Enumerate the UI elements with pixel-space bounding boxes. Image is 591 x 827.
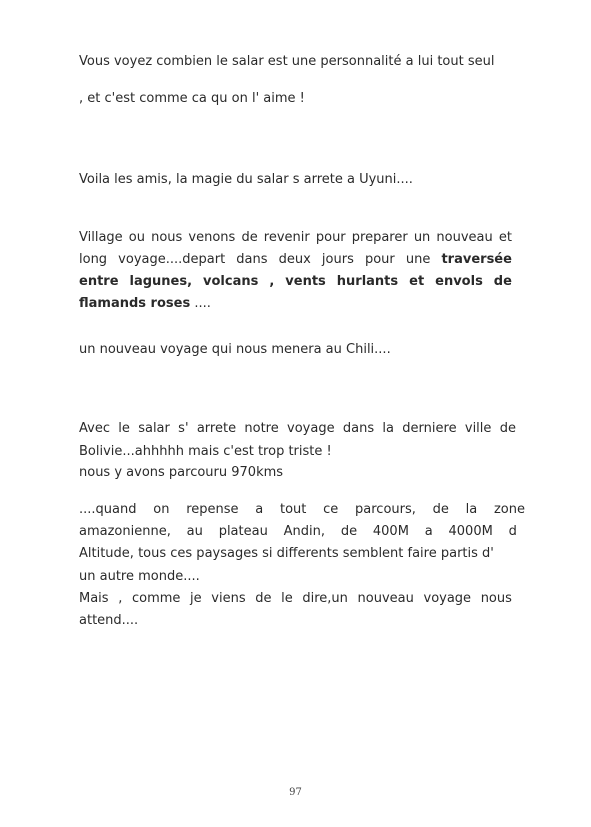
word: comme xyxy=(131,591,181,606)
word: revenir xyxy=(263,230,310,245)
word: le xyxy=(281,591,293,606)
word: Mais xyxy=(79,591,109,606)
text-line xyxy=(79,501,525,518)
word: la xyxy=(382,421,394,436)
word: nous xyxy=(151,230,183,245)
word: envols xyxy=(435,274,483,289)
word: voyage....depart xyxy=(118,252,226,267)
word: vents xyxy=(285,274,326,289)
word: plateau xyxy=(218,524,268,539)
word: jours xyxy=(321,252,354,267)
word: 4000M xyxy=(448,524,493,539)
page-number: 97 xyxy=(289,787,302,798)
word: viens xyxy=(211,591,246,606)
word: un xyxy=(413,230,431,245)
word: s' xyxy=(178,421,189,436)
word: preparer xyxy=(351,230,408,245)
text-line xyxy=(79,273,512,290)
text-line: nous y avons parcouru 970kms xyxy=(79,465,284,480)
word: deux xyxy=(278,252,311,267)
word: pour xyxy=(315,230,346,245)
word: voyage xyxy=(423,591,472,606)
word: nous xyxy=(480,591,512,606)
text-line xyxy=(79,523,517,540)
word: et xyxy=(409,274,425,289)
text-line: Vous voyez combien le salar est une personnalité a lui tout seul xyxy=(79,54,495,69)
word: hurlants xyxy=(336,274,399,289)
word: nouveau xyxy=(357,591,414,606)
word: dans xyxy=(236,252,268,267)
text-line xyxy=(79,590,512,607)
word: , xyxy=(269,274,275,289)
word: a xyxy=(255,502,264,517)
word: voyage xyxy=(287,421,335,436)
word: Village xyxy=(79,230,123,245)
word: lagunes, xyxy=(129,274,193,289)
word: Avec xyxy=(79,421,110,436)
word: dire,un xyxy=(302,591,348,606)
word: je xyxy=(190,591,202,606)
word: nouveau xyxy=(436,230,493,245)
word: de xyxy=(499,421,516,436)
word: d xyxy=(508,524,517,539)
word: , xyxy=(118,591,123,606)
word: de xyxy=(493,274,512,289)
word: tout xyxy=(279,502,307,517)
word: a xyxy=(424,524,433,539)
text-line: attend.... xyxy=(79,613,139,628)
word: de xyxy=(340,524,358,539)
word: ou xyxy=(128,230,145,245)
word: arrete xyxy=(196,421,237,436)
text-line: Altitude, tous ces paysages si differents semblent faire partis d' xyxy=(79,546,494,561)
word: au xyxy=(186,524,203,539)
word: de xyxy=(255,591,272,606)
word: on xyxy=(153,502,170,517)
text-line xyxy=(79,251,512,268)
word: notre xyxy=(244,421,279,436)
text-line xyxy=(79,295,211,312)
word: ville xyxy=(464,421,492,436)
bold-word: traversée xyxy=(441,252,512,267)
word: 400M xyxy=(372,524,409,539)
bold-phrase: flamands roses xyxy=(79,296,191,311)
word: zone xyxy=(493,502,525,517)
text-line: un nouveau voyage qui nous menera au Chili.... xyxy=(79,342,391,357)
text-line: Bolivie...ahhhhh mais c'est trop triste ! xyxy=(79,444,332,459)
text-line: un autre monde.... xyxy=(79,569,200,584)
word: et xyxy=(498,230,512,245)
word: amazonienne, xyxy=(79,524,171,539)
word: volcans xyxy=(203,274,259,289)
word: ce xyxy=(323,502,339,517)
word: venons xyxy=(188,230,236,245)
word: parcours, xyxy=(355,502,416,517)
text-line: Voila les amis, la magie du salar s arrete a Uyuni.... xyxy=(79,172,413,187)
text-span: .... xyxy=(190,296,211,311)
word: pour xyxy=(364,252,395,267)
word: derniere xyxy=(402,421,457,436)
word: salar xyxy=(138,421,170,436)
text-line xyxy=(79,229,512,246)
word: de xyxy=(241,230,258,245)
word: le xyxy=(118,421,130,436)
word: ....quand xyxy=(79,502,137,517)
word: une xyxy=(405,252,431,267)
word: repense xyxy=(186,502,239,517)
word: Andin, xyxy=(283,524,326,539)
word: dans xyxy=(342,421,375,436)
text-line xyxy=(79,420,516,437)
word: la xyxy=(465,502,478,517)
word: entre xyxy=(79,274,119,289)
word: long xyxy=(79,252,108,267)
text-line: , et c'est comme ca qu on l' aime ! xyxy=(79,91,305,106)
word: de xyxy=(432,502,449,517)
